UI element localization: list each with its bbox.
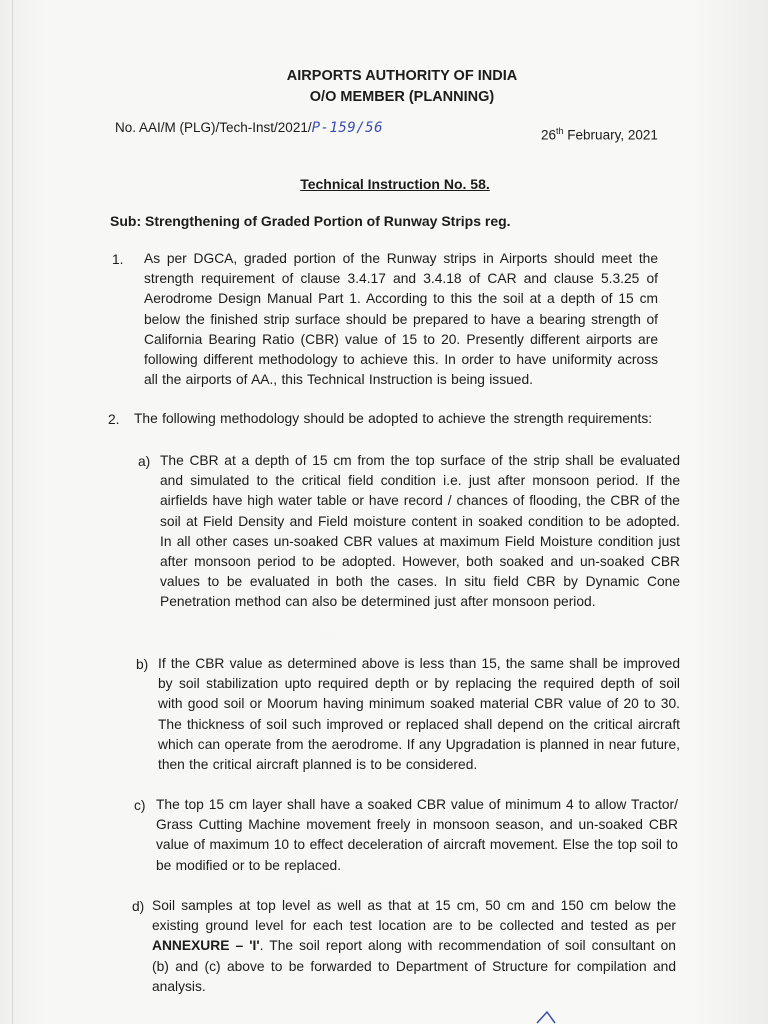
office-heading: O/O MEMBER (PLANNING) (309, 89, 495, 105)
sub-item-label: a) (138, 454, 151, 469)
paragraph-text: The following methodology should be adopted to achieve the strength requirements: (134, 411, 653, 426)
sub-item-text-start: Soil samples at top level as well as that at 15 cm, 50 cm and 150 cm below the existing ground level for each test location are to be collected and tested as per (152, 898, 676, 934)
date-rest: February, 2021 (563, 127, 658, 143)
pen-mark-icon (535, 1010, 557, 1024)
reference-number-text: No. AAI/M (PLG)/Tech-Inst/2021/ (115, 120, 312, 135)
date-suffix: th (556, 126, 564, 136)
date-day: 26 (541, 127, 557, 143)
reference-number (115, 120, 383, 136)
sub-item-text (152, 896, 676, 997)
sub-item-label: c) (134, 798, 146, 813)
handwritten-reference: P-159/56 (311, 120, 384, 136)
sub-item-label: b) (136, 657, 149, 672)
sub-item-text: The top 15 cm layer shall have a soaked CBR value of minimum 4 to allow Tractor/ Grass Cutting Machine movement freely in monsoon season, and un-soaked CBR value of maximum 10 to effect deceleration of aircraft movement. Else the top soil to be modified or to be replaced. (156, 797, 678, 873)
sub-item-text-end: . The soil report along with recommendation of soil consultant on (b) and (c) above to be forwarded to Department of Structure for compilation and analysis. (152, 938, 676, 994)
sub-item-text: If the CBR value as determined above is less than 15, the same shall be improved by soil stabilization upto required depth or by replacing the required depth of soil with good soil or Moorum having minimum soaked material CBR value of 20 to 30. The thickness of soil such improved or replaced shall depend on the critical aircraft which can operate from the aerodrome. If any Upgradation is planned in near future, then the critical aircraft planned is to be considered. (158, 656, 680, 773)
sub-item-text: The CBR at a depth of 15 cm from the top surface of the strip shall be evaluated and simulated to the critical field condition i.e. just after monsoon period. If the airfields have high water table or have record / chances of flooding, the CBR of the soil at Field Density and Field moisture content in soaked condition to be adopted. In all other cases un-soaked CBR values at maximum Field Moisture condition just after monsoon period to be adopted. However, both soaked and un-soaked CBR values to be evaluated in both the cases. In situ field CBR by Dynamic Cone Penetration method can also be determined just after monsoon period. (160, 453, 680, 610)
page-edge-line (12, 0, 13, 1024)
subject-line: Sub: Strengthening of Graded Portion of Runway Strips reg. (110, 213, 511, 229)
sub-item-label: d) (132, 899, 145, 914)
organization-heading: AIRPORTS AUTHORITY OF INDIA (286, 68, 518, 84)
issue-date (541, 126, 658, 143)
paragraph-number: 1. (112, 252, 124, 267)
paragraph-number: 2. (108, 412, 120, 427)
annexure-reference: ANNEXURE – 'I' (152, 938, 260, 954)
paragraph-text: As per DGCA, graded portion of the Runway strips in Airports should meet the strength requirement of clause 3.4.17 and 3.4.18 of CAR and clause 5.3.25 of Aerodrome Design Manual Part 1. According to this the soil at a depth of 15 cm below the finished strip surface should be prepared to have a bearing strength of California Bearing Ratio (CBR) value of 15 to 20. Presently different airports are following different methodology to achieve this. In order to have uniformity across all the airports of AA., this Technical Instruction is being issued. (144, 251, 658, 388)
instruction-title: Technical Instruction No. 58. (300, 176, 490, 192)
